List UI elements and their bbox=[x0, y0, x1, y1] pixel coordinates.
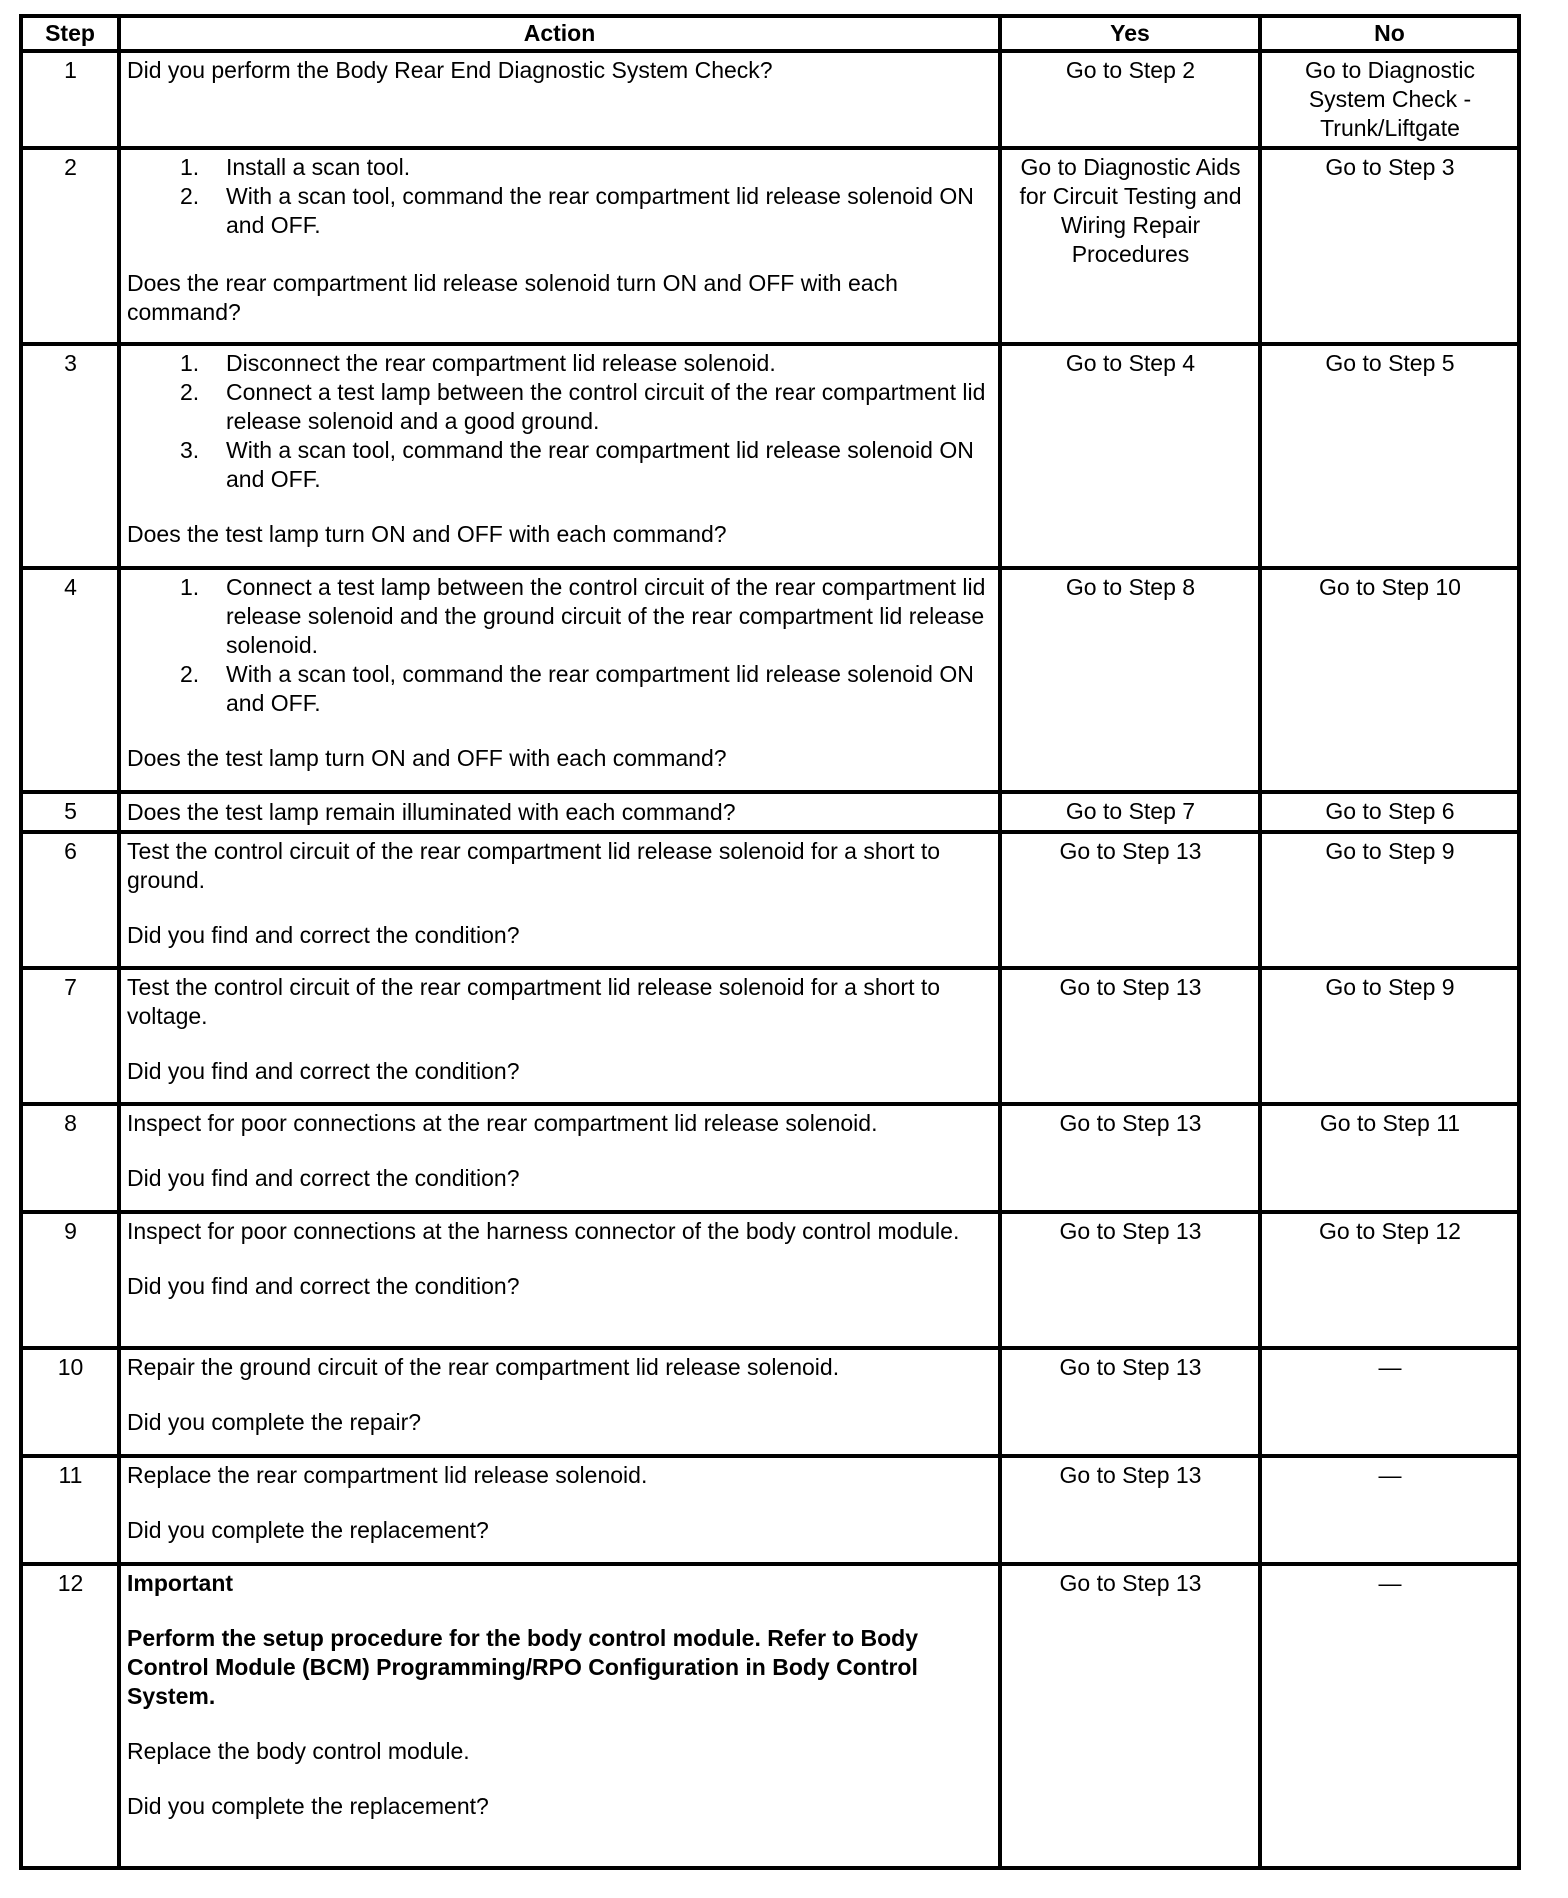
table-row bbox=[21, 1456, 1519, 1564]
action-question: Does the test lamp turn ON and OFF with each command? bbox=[127, 745, 727, 771]
no-cell: — bbox=[1260, 1348, 1519, 1456]
diagnostic-table bbox=[19, 14, 1521, 1870]
action-question: Did you complete the repair? bbox=[127, 1409, 422, 1435]
action-text: Test the control circuit of the rear compartment lid release solenoid for a short to ground. bbox=[127, 838, 941, 893]
no-cell: — bbox=[1260, 1456, 1519, 1564]
step-number: 3 bbox=[21, 344, 119, 568]
list-item: 2. Connect a test lamp between the control circuit of the rear compartment lid release solenoid and a good ground. bbox=[180, 379, 986, 434]
yes-cell: Go to Step 13 bbox=[1000, 1564, 1260, 1868]
table-row bbox=[21, 832, 1519, 968]
no-cell: Go to Step 10 bbox=[1260, 568, 1519, 792]
step-number: 7 bbox=[21, 968, 119, 1104]
step-number: 8 bbox=[21, 1104, 119, 1212]
yes-cell: Go to Step 13 bbox=[1000, 1456, 1260, 1564]
action-text: Does the test lamp remain illuminated with each command? bbox=[127, 798, 736, 825]
no-cell: Go to Diagnostic System Check - Trunk/Liftgate bbox=[1260, 51, 1519, 148]
action-question: Does the rear compartment lid release solenoid turn ON and OFF with each command? bbox=[127, 270, 898, 325]
action-text: Test the control circuit of the rear compartment lid release solenoid for a short to voltage. bbox=[127, 974, 941, 1029]
no-cell: Go to Step 5 bbox=[1260, 344, 1519, 568]
table-row bbox=[21, 968, 1519, 1104]
action-cell bbox=[119, 968, 1000, 1104]
step-number: 12 bbox=[21, 1564, 119, 1868]
action-text: Replace the body control module. bbox=[127, 1738, 470, 1764]
list-item: 2. With a scan tool, command the rear compartment lid release solenoid ON and OFF. bbox=[180, 183, 974, 238]
step-number: 1 bbox=[21, 51, 119, 148]
important-text: Perform the setup procedure for the body control module. Refer to Body Control Module (BCM) Programming/RPO Configuration in Body Control System. bbox=[127, 1625, 919, 1709]
action-question: Did you find and correct the condition? bbox=[127, 1273, 520, 1299]
action-cell bbox=[119, 344, 1000, 568]
step-number: 10 bbox=[21, 1348, 119, 1456]
no-cell: Go to Step 11 bbox=[1260, 1104, 1519, 1212]
list-item: 1. Connect a test lamp between the control circuit of the rear compartment lid release solenoid and the ground circuit of the rear compartment lid release solenoid. bbox=[180, 574, 986, 658]
action-cell bbox=[119, 1212, 1000, 1348]
procedure-list bbox=[127, 573, 993, 718]
yes-cell: Go to Step 4 bbox=[1000, 344, 1260, 568]
step-number: 5 bbox=[21, 792, 119, 832]
table-row bbox=[21, 1348, 1519, 1456]
procedure-list bbox=[127, 153, 993, 240]
action-cell bbox=[119, 1348, 1000, 1456]
table-row bbox=[21, 792, 1519, 832]
action-question: Does the test lamp turn ON and OFF with each command? bbox=[127, 521, 727, 547]
action-cell bbox=[119, 1564, 1000, 1868]
table-row bbox=[21, 568, 1519, 792]
table-row bbox=[21, 1564, 1519, 1868]
table-row bbox=[21, 148, 1519, 344]
yes-cell: Go to Step 7 bbox=[1000, 792, 1260, 832]
action-text: Replace the rear compartment lid release solenoid. bbox=[127, 1462, 648, 1488]
action-text: Inspect for poor connections at the rear compartment lid release solenoid. bbox=[127, 1110, 878, 1136]
action-cell bbox=[119, 832, 1000, 968]
table-row bbox=[21, 1104, 1519, 1212]
table-row bbox=[21, 51, 1519, 148]
table-row bbox=[21, 344, 1519, 568]
yes-cell: Go to Step 13 bbox=[1000, 1212, 1260, 1348]
action-cell bbox=[119, 51, 1000, 148]
action-cell bbox=[119, 1104, 1000, 1212]
step-number: 6 bbox=[21, 832, 119, 968]
action-text: Inspect for poor connections at the harness connector of the body control module. bbox=[127, 1218, 960, 1244]
no-cell: Go to Step 9 bbox=[1260, 968, 1519, 1104]
no-cell: — bbox=[1260, 1564, 1519, 1868]
yes-cell: Go to Step 13 bbox=[1000, 1348, 1260, 1456]
yes-cell: Go to Step 2 bbox=[1000, 51, 1260, 148]
action-question: Did you find and correct the condition? bbox=[127, 1058, 520, 1084]
list-item: 3. With a scan tool, command the rear compartment lid release solenoid ON and OFF. bbox=[180, 437, 974, 492]
step-number: 11 bbox=[21, 1456, 119, 1564]
no-cell: Go to Step 9 bbox=[1260, 832, 1519, 968]
action-question: Did you complete the replacement? bbox=[127, 1793, 489, 1819]
action-cell bbox=[119, 1456, 1000, 1564]
action-text: Repair the ground circuit of the rear compartment lid release solenoid. bbox=[127, 1354, 840, 1380]
action-text: Did you perform the Body Rear End Diagnostic System Check? bbox=[127, 57, 773, 83]
yes-cell: Go to Step 13 bbox=[1000, 1104, 1260, 1212]
list-item: 1. Disconnect the rear compartment lid release solenoid. bbox=[180, 350, 776, 376]
yes-cell: Go to Step 13 bbox=[1000, 968, 1260, 1104]
header-action: Action bbox=[119, 16, 1000, 51]
no-cell: Go to Step 6 bbox=[1260, 792, 1519, 832]
important-label: Important bbox=[127, 1570, 234, 1596]
table-row bbox=[21, 1212, 1519, 1348]
list-item: 2. With a scan tool, command the rear compartment lid release solenoid ON and OFF. bbox=[180, 661, 974, 716]
step-number: 4 bbox=[21, 568, 119, 792]
yes-cell: Go to Step 13 bbox=[1000, 832, 1260, 968]
procedure-list bbox=[127, 349, 993, 494]
no-cell: Go to Step 3 bbox=[1260, 148, 1519, 344]
header-row bbox=[21, 16, 1519, 51]
action-cell bbox=[119, 148, 1000, 344]
step-number: 2 bbox=[21, 148, 119, 344]
header-no: No bbox=[1260, 16, 1519, 51]
no-cell: Go to Step 12 bbox=[1260, 1212, 1519, 1348]
yes-cell: Go to Step 8 bbox=[1000, 568, 1260, 792]
step-number: 9 bbox=[21, 1212, 119, 1348]
action-cell bbox=[119, 568, 1000, 792]
header-step: Step bbox=[21, 16, 119, 51]
header-yes: Yes bbox=[1000, 16, 1260, 51]
list-item: 1. Install a scan tool. bbox=[180, 154, 411, 180]
action-question: Did you find and correct the condition? bbox=[127, 1165, 520, 1191]
yes-cell: Go to Diagnostic Aids for Circuit Testing and Wiring Repair Procedures bbox=[1000, 148, 1260, 344]
action-cell bbox=[119, 792, 1000, 832]
action-question: Did you find and correct the condition? bbox=[127, 922, 520, 948]
action-question: Did you complete the replacement? bbox=[127, 1517, 489, 1543]
